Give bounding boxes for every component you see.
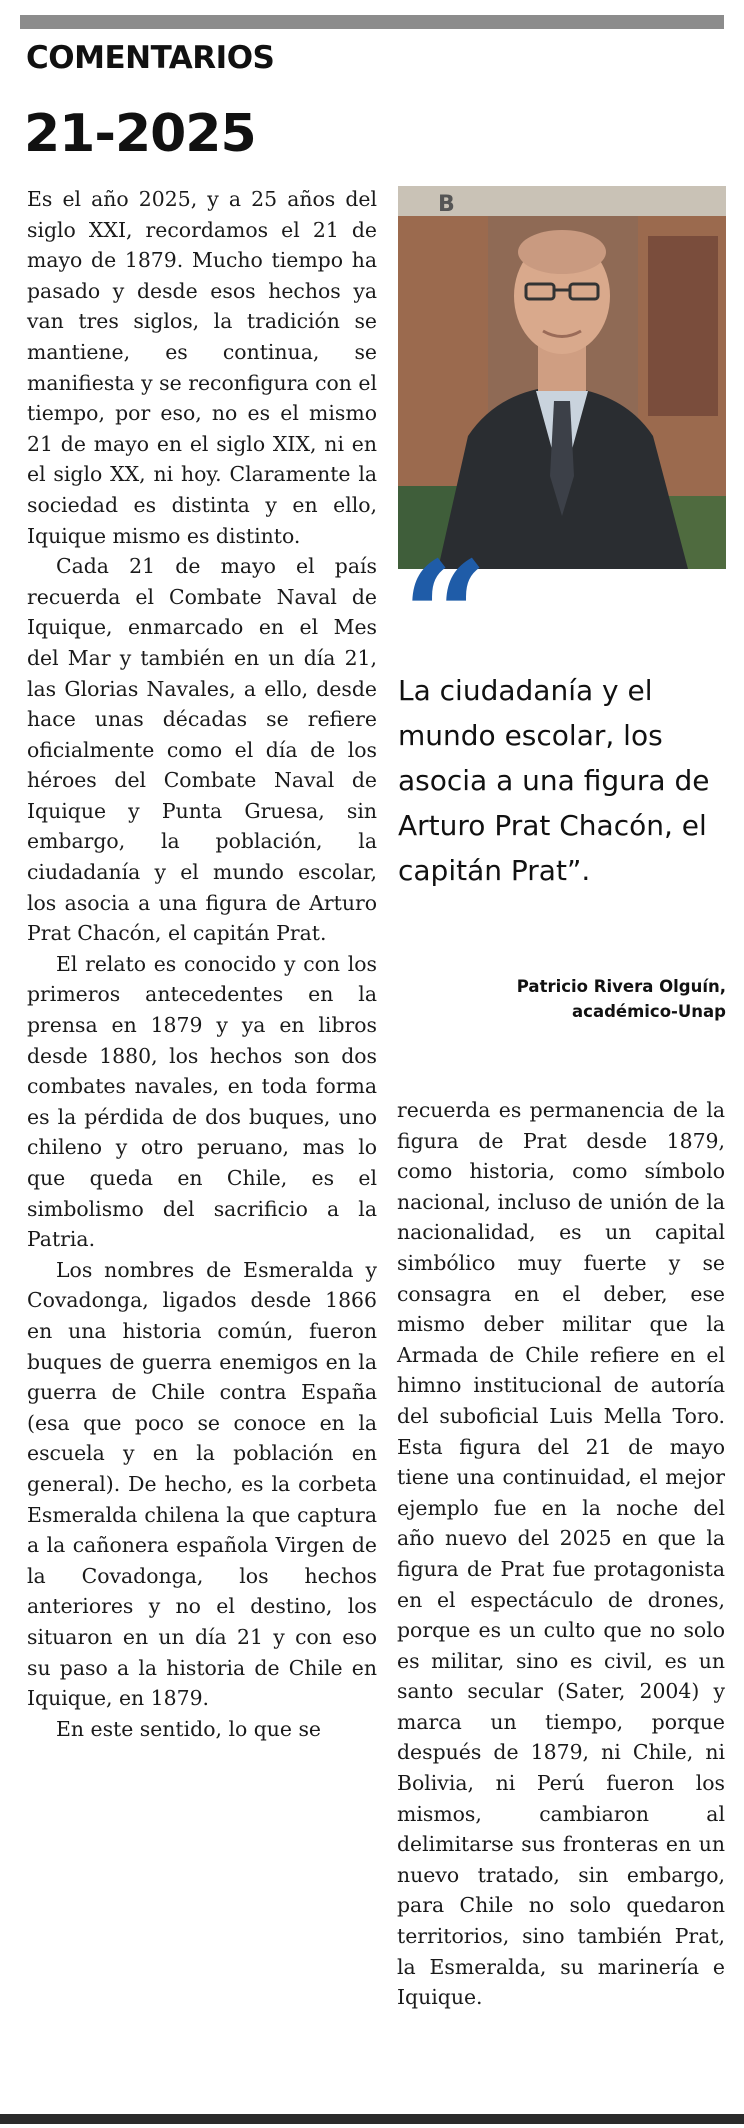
quote-author-role: académico-Unap bbox=[572, 1002, 726, 1021]
bottom-rule bbox=[0, 2114, 744, 2124]
headline: 21-2025 bbox=[24, 104, 256, 164]
top-rule bbox=[20, 15, 724, 29]
paragraph-3: El relato es conocido y con los primeros antecedentes en la prensa en 1879 y ya en libros desde 1880, los hechos son dos combates navales, en toda forma es la pérdida de dos buques, uno chileno y otro peruano, mas lo que queda en Chile, es el simbolismo del sacrificio a la Patria. bbox=[27, 951, 377, 1252]
paragraph-6: recuerda es permanencia de la figura de Prat desde 1879, como historia, como símbolo nacional, incluso de unión de la nacionalidad, es un capital simbólico muy fuerte y se consagra en el deber, ese mismo deber militar que la Armada de Chile refiere en el himno institucional de autoría del suboficial Luis Mella Toro. Esta figura del 21 de mayo tiene una continuidad, el mejor ejemplo fue en la noche del año nuevo del 2025 en que la figura de Prat fue protagonista en el espectáculo de drones, porque es un culto que no solo es militar, sino es civil, es un santo secular (Sater, 2004) y marca un tiempo, porque después de 1879, ni Chile, ni Bolivia, ni Perú fueron los mismos, cambiaron al delimitarse sus fronteras en un nuevo tratado, sin embargo, para Chile no solo quedaron territorios, sino también Prat, la Esmeralda, su marinería e Iquique. bbox=[397, 1098, 725, 2010]
column-2 bbox=[397, 1095, 725, 2013]
portrait-image bbox=[398, 186, 726, 569]
quote-mark-icon: “ bbox=[402, 529, 481, 705]
wall-letter: B bbox=[438, 192, 455, 217]
author-photo bbox=[398, 186, 726, 569]
paragraph-5: En este sentido, lo que se bbox=[56, 1716, 321, 1741]
quote-author: Patricio Rivera Olguín, bbox=[516, 977, 726, 996]
quote-attribution bbox=[517, 974, 726, 1024]
pull-quote: La ciudadanía y el mundo escolar, los asocia a una figura de Arturo Prat Chacón, el capitán Prat”. bbox=[398, 674, 710, 887]
column-1 bbox=[27, 184, 377, 1744]
paragraph-4: Los nombres de Esmeralda y Covadonga, ligados desde 1866 en una historia común, fueron buques de guerra enemigos en la guerra de Chile contra España (esa que poco se conoce en la escuela y en la población en general). De hecho, es la corbeta Esmeralda chilena la que captura a la cañonera española Virgen de la Covadonga, los hechos anteriores y no el destino, los situaron en un día 21 y con eso su paso a la historia de Chile en Iquique, en 1879. bbox=[27, 1257, 377, 1711]
section-label: COMENTARIOS bbox=[26, 40, 275, 76]
paragraph-2: Cada 21 de mayo el país recuerda el Combate Naval de Iquique, enmarcado en el Mes del Mar y también en un día 21, las Glorias Navales, a ello, desde hace unas décadas se refiere oficialmente como el día de los héroes del Combate Naval de Iquique y Punta Gruesa, sin embargo, la población, la ciudadanía y el mundo escolar, los asocia a una figura de Arturo Prat Chacón, el capitán Prat. bbox=[27, 554, 377, 946]
paragraph-1: Es el año 2025, y a 25 años del siglo XXI, recordamos el 21 de mayo de 1879. Mucho tiempo ha pasado y desde esos hechos ya van tres siglos, la tradición se mantiene, es continua, se manifiesta y se reconfigura con el tiempo, por eso, no es el mismo 21 de mayo en el siglo XIX, ni en el siglo XX, ni hoy. Claramente la sociedad es distinta y en ello, Iquique mismo es distinto. bbox=[27, 187, 377, 548]
